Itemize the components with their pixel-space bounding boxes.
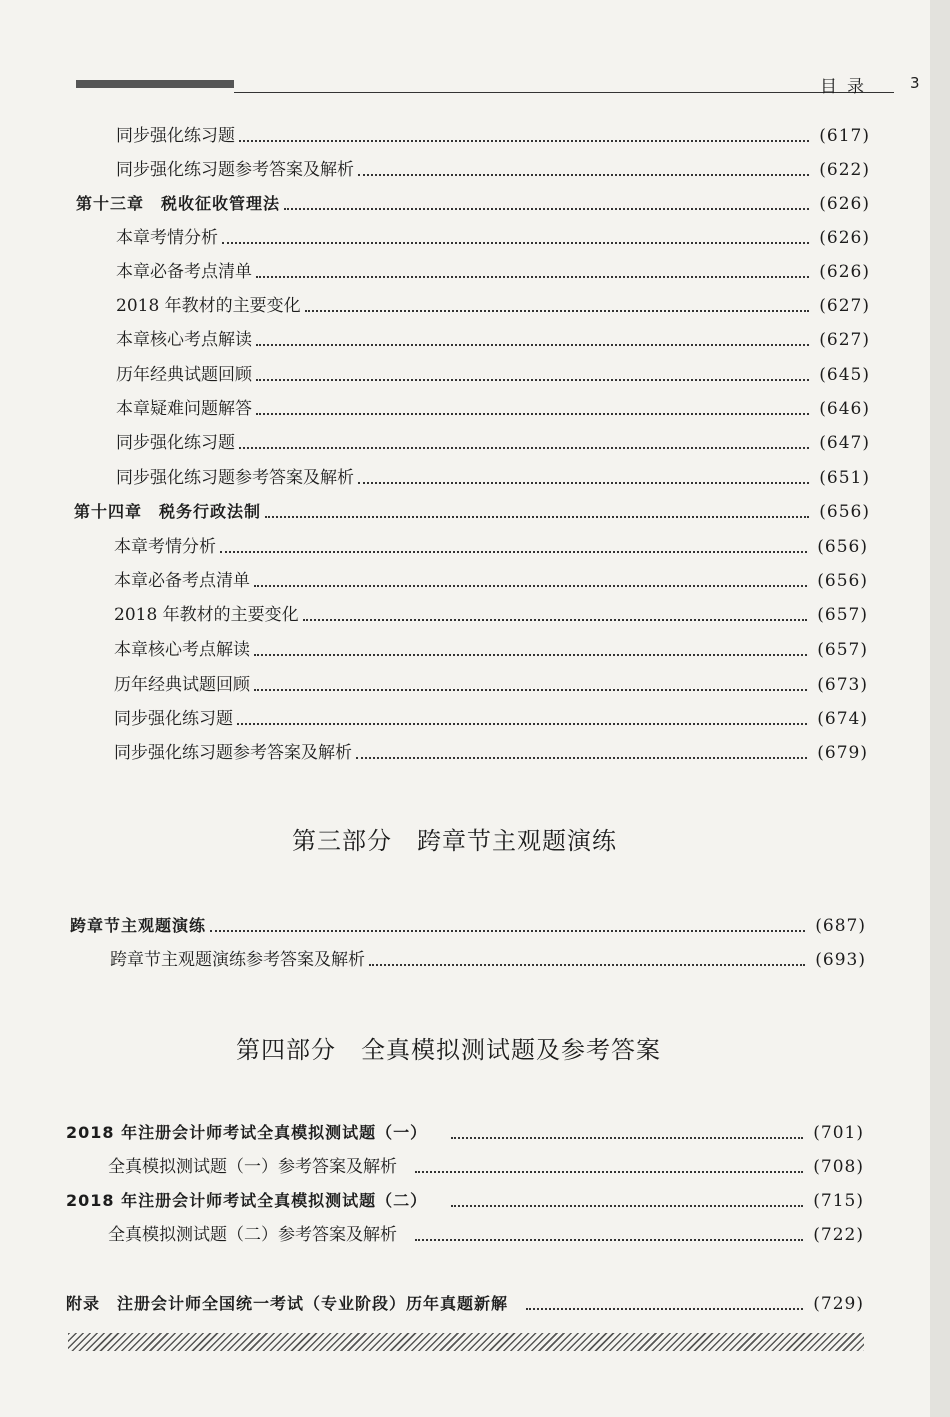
toc-entry-label: 2018 年教材的主要变化 [114,605,299,625]
dot-leader [239,446,809,449]
toc-entry-label: 同步强化练习题 [114,709,233,729]
dot-leader [222,241,809,244]
toc-entry-label: 同步强化练习题 [116,126,235,146]
toc-entry[interactable] [116,225,870,251]
toc-entry-page: (656) [817,537,868,557]
toc-entry-page: (701) [813,1123,864,1143]
part3-heading: 第三部分 跨章节主观题演练 [292,827,617,855]
dot-leader [526,1307,803,1310]
toc-entry-label: 2018 年教材的主要变化 [116,296,301,316]
toc-entry-page: (617) [819,126,870,146]
toc-entry[interactable] [114,534,868,560]
toc-entry[interactable] [116,123,870,149]
toc-entry-page: (693) [815,950,866,970]
toc-entry-appendix[interactable] [66,1291,864,1317]
toc-entry[interactable] [114,740,868,766]
toc-entry[interactable] [108,1222,864,1248]
dot-leader [356,756,807,759]
toc-entry[interactable] [110,947,866,973]
dot-leader [256,412,809,415]
toc-chapter-13[interactable] [76,191,870,217]
toc-entry-page: (657) [817,640,868,660]
toc-entry-label: 跨章节主观题演练参考答案及解析 [110,950,365,970]
toc-entry[interactable] [114,568,868,594]
toc-entry-page: (626) [819,228,870,248]
toc-entry-page: (687) [815,916,866,936]
toc-entry-page: (651) [819,468,870,488]
toc-entry-label: 同步强化练习题 [116,433,235,453]
toc-entry-label: 跨章节主观题演练 [70,916,207,935]
toc-entry-page: (729) [813,1294,864,1314]
toc-entry[interactable] [116,362,870,388]
toc-entry-label: 同步强化练习题参考答案及解析 [116,160,354,180]
dot-leader [254,584,807,587]
toc-entry-label: 本章必备考点清单 [114,571,250,591]
toc-entry-page: (715) [813,1191,864,1211]
toc-entry-page: (626) [819,262,870,282]
toc-entry[interactable] [114,602,868,628]
dot-leader [284,207,809,210]
toc-entry-mock-exam-2[interactable] [66,1188,864,1214]
dot-leader [415,1238,803,1241]
toc-entry-label: 2018 年注册会计师考试全真模拟测试题（二） [66,1191,428,1210]
dot-leader [254,653,807,656]
toc-entry[interactable] [116,396,870,422]
toc-entry-label: 同步强化练习题参考答案及解析 [114,743,352,763]
toc-entry-label: 历年经典试题回顾 [116,365,252,385]
toc-entry[interactable] [116,293,870,319]
toc-entry-page: (622) [819,160,870,180]
toc-entry-label: 本章核心考点解读 [114,640,250,660]
toc-entry-page: (645) [819,365,870,385]
page-edge [930,0,950,1417]
toc-entry-mock-exam-1[interactable] [66,1120,864,1146]
toc-chapter-14[interactable] [74,499,870,525]
toc-entry[interactable] [116,327,870,353]
dot-leader [210,929,805,932]
toc-entry-page: (646) [819,399,870,419]
dot-leader [256,343,809,346]
bottom-hatch-rule [68,1333,864,1351]
toc-entry[interactable] [114,672,868,698]
header-page-number: 3 [910,74,920,92]
toc-entry-cross-chapter[interactable] [70,913,866,939]
dot-leader [256,275,809,278]
header-bar [76,80,234,88]
header-rule [234,92,894,93]
dot-leader [415,1170,803,1173]
dot-leader [254,688,807,691]
dot-leader [239,139,809,142]
toc-entry[interactable] [116,157,870,183]
toc-entry-label: 全真模拟测试题（二）参考答案及解析 [108,1225,397,1245]
toc-entry-label: 全真模拟测试题（一）参考答案及解析 [108,1157,397,1177]
toc-entry-label: 本章考情分析 [116,228,218,248]
dot-leader [451,1136,803,1139]
toc-entry-page: (627) [819,330,870,350]
toc-entry[interactable] [116,259,870,285]
toc-entry-label: 历年经典试题回顾 [114,675,250,695]
dot-leader [305,309,810,312]
dot-leader [358,173,809,176]
toc-entry-page: (627) [819,296,870,316]
dot-leader [369,963,805,966]
toc-entry-label: 本章疑难问题解答 [116,399,252,419]
header-title: 目录 [820,77,874,97]
toc-entry-label: 第十三章 税收征收管理法 [76,194,281,213]
toc-entry-page: (656) [819,502,870,522]
toc-entry-label: 第十四章 税务行政法制 [74,502,262,521]
dot-leader [220,550,807,553]
part4-heading: 第四部分 全真模拟测试题及参考答案 [236,1036,661,1064]
toc-entry[interactable] [116,430,870,456]
dot-leader [451,1204,803,1207]
toc-entry-page: (673) [817,675,868,695]
toc-entry-label: 附录 注册会计师全国统一考试（专业阶段）历年真题新解 [66,1294,509,1313]
toc-entry-label: 本章考情分析 [114,537,216,557]
toc-entry[interactable] [114,637,868,663]
dot-leader [256,378,809,381]
toc-entry-label: 2018 年注册会计师考试全真模拟测试题（一） [66,1123,428,1142]
dot-leader [303,618,808,621]
toc-entry-page: (722) [813,1225,864,1245]
toc-entry[interactable] [108,1154,864,1180]
toc-entry-page: (626) [819,194,870,214]
toc-entry-label: 同步强化练习题参考答案及解析 [116,468,354,488]
toc-entry-page: (708) [813,1157,864,1177]
toc-entry[interactable] [114,706,868,732]
toc-entry-page: (674) [817,709,868,729]
toc-entry-page: (656) [817,571,868,591]
toc-entry-label: 本章核心考点解读 [116,330,252,350]
toc-entry-page: (657) [817,605,868,625]
toc-entry[interactable] [116,465,870,491]
toc-entry-page: (647) [819,433,870,453]
toc-entry-page: (679) [817,743,868,763]
dot-leader [265,515,809,518]
dot-leader [358,481,809,484]
dot-leader [237,722,807,725]
toc-entry-label: 本章必备考点清单 [116,262,252,282]
